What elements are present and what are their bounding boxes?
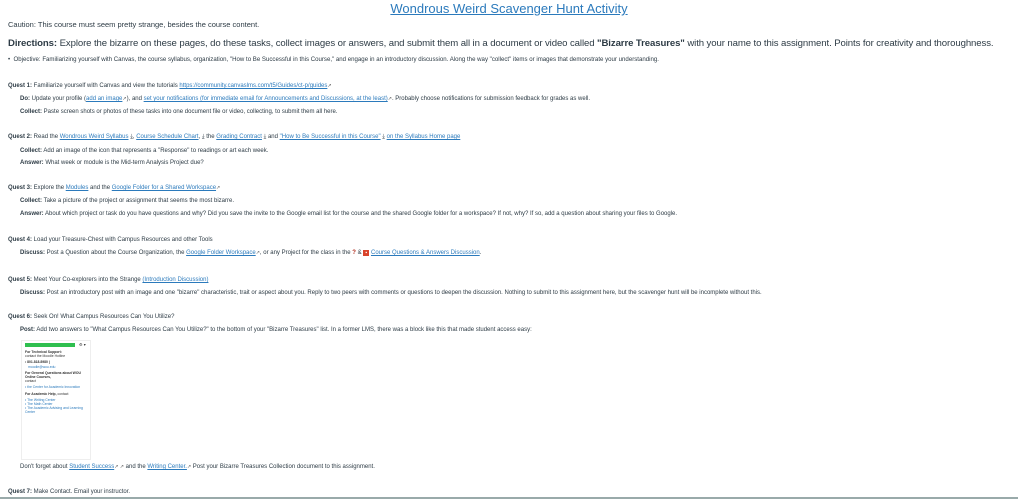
text: and the	[124, 464, 148, 470]
quest-7	[8, 489, 1010, 495]
discussion-icon: ▪	[363, 250, 369, 256]
directions	[8, 38, 1010, 49]
text: .	[479, 250, 482, 256]
bizarre-treasures: "Bizarre Treasures"	[597, 38, 685, 49]
block-text: contact the Moodle Hotline	[25, 354, 66, 359]
student-success-link[interactable]: Student Success	[69, 464, 115, 470]
external-link-icon: ↗	[216, 185, 221, 191]
quest-text: Familiarize yourself with Canvas and view the tutorials	[32, 83, 180, 89]
download-icon[interactable]: ⤓	[382, 134, 385, 140]
introduction-discussion-link[interactable]: (Introduction Discussion)	[142, 277, 209, 283]
collect-label: Collect:	[20, 198, 43, 204]
syllabus-home-link[interactable]: on the Syllabus Home page	[386, 134, 461, 140]
text: ), and	[126, 96, 144, 102]
text: Make Contact. Email your instructor.	[32, 489, 131, 495]
text: Seek On! What Campus Resources Can You Utilize?	[32, 314, 175, 320]
external-link-icon: ↗	[122, 96, 127, 102]
quest-6	[8, 314, 1010, 320]
directions-text: Explore the bizarre on these pages, do these tasks, collect images or answers, and submit them all in a document or video called	[57, 38, 598, 49]
do-label: Do:	[20, 96, 30, 102]
external-link-icon: ↗	[186, 464, 192, 470]
quest-label: Quest 3:	[8, 185, 33, 191]
how-to-succeed-link[interactable]: "How to Be Successful in this Course"	[279, 134, 381, 140]
directions-label: Directions:	[8, 38, 58, 49]
text: Load your Treasure-Chest with Campus Resources and other Tools	[32, 237, 213, 243]
quest-4	[8, 237, 1010, 243]
bottom-divider	[0, 497, 1018, 499]
quest-3-answer	[20, 211, 1010, 217]
block-email: moodle@wou.edu	[28, 364, 56, 369]
text: Paste screen shots or photos of these tasks into one document file or video, collecting, to submit them all here.	[42, 109, 338, 115]
text: Update your profile (	[30, 96, 87, 102]
text: Don't forget about	[20, 464, 70, 470]
quest-6-post	[20, 327, 1010, 333]
quest-label: Quest 1:	[8, 83, 33, 89]
quest-2-answer	[20, 160, 1010, 166]
answer-label: Answer:	[20, 211, 44, 217]
quest-3-collect	[20, 198, 1010, 204]
qa-discussion-link[interactable]: Course Questions & Answers Discussion	[370, 250, 480, 256]
directions-text-2: with your name to this assignment. Points for creativity and thoroughness.	[684, 38, 994, 49]
block-link: The Writing Center	[27, 397, 56, 402]
text: and	[266, 134, 280, 140]
page-title[interactable]: Wondrous Weird Scavenger Hunt Activity	[390, 1, 628, 16]
quest-1	[8, 83, 1010, 89]
block-heading: For Technical Support:	[25, 350, 62, 354]
quest-2: Quest 2: Read the Wondrous Weird Syllabus ⤓, Course Schedule Chart, ⤓ the Grading Contract ⤓ and "How to Be Successful in this Course" ⤓ on the Syllabus Home page	[8, 134, 461, 140]
quest-label: Quest 2:	[8, 134, 33, 140]
quest-3	[8, 185, 1010, 191]
quest-label: Quest 6:	[8, 314, 33, 320]
download-icon[interactable]: ⤓	[130, 134, 133, 140]
external-link-icon: ↗ ↗	[114, 464, 124, 470]
quest-5	[8, 277, 1010, 283]
text: , or any Project for the class in the	[259, 250, 353, 256]
block-controls-icon: ⚙ ▾	[79, 342, 86, 348]
collect-label: Collect:	[20, 109, 43, 115]
tutorials-link[interactable]: https://community.canvaslms.com/t5/Guides/ct-p/guides	[179, 83, 328, 89]
block-text: contact	[56, 391, 69, 396]
collect-label: Collect:	[20, 148, 43, 154]
caution-text: Caution: This course must seem pretty strange, besides the course content.	[8, 20, 260, 29]
text: What week or module is the Mid-term Analysis Project due?	[43, 160, 204, 166]
quest-label: Quest 5:	[8, 277, 33, 283]
block-link: The Academic Advising and Learning Center	[25, 406, 83, 415]
discuss-label: Discuss:	[20, 290, 46, 296]
download-icon[interactable]: ⤓	[201, 134, 205, 140]
answer-label: Answer:	[20, 160, 44, 166]
quest-1-collect	[20, 109, 1010, 115]
block-heading: For Academic Help,	[25, 391, 57, 396]
external-link-icon: ↗	[327, 83, 332, 89]
text: Meet Your Co-explorers into the Strange	[32, 277, 143, 283]
quest-1-do	[20, 96, 1010, 102]
syllabus-link[interactable]: Wondrous Weird Syllabus	[59, 134, 129, 140]
quest-label: Quest 4:	[8, 237, 33, 243]
text: About which project or task do you have questions and why? Did you save the invite to the Google email list for the course and the shared Google folder for a workspace? If not, why? If so, add a question about sharing your files to Google.	[43, 211, 678, 217]
text: &	[355, 250, 364, 256]
post-label: Post:	[20, 327, 35, 333]
notifications-link[interactable]: set your notifications (for immediate email for Announcements and Discussions, at the least)	[143, 96, 388, 102]
grading-contract-link[interactable]: Grading Contract	[216, 134, 262, 140]
quest-4-discuss	[20, 250, 1010, 256]
quest-2-collect	[20, 148, 1010, 154]
block-header-bar	[25, 343, 75, 347]
text: and the	[88, 185, 112, 191]
modules-link[interactable]: Modules	[65, 185, 89, 191]
writing-center-link[interactable]: Writing Center.	[147, 464, 187, 470]
quest-5-discuss	[20, 290, 1010, 296]
google-folder-link[interactable]: Google Folder for a Shared Workspace	[111, 185, 217, 191]
schedule-link[interactable]: Course Schedule Chart	[136, 134, 199, 140]
block-heading: For General Questions about WOU Online Courses,	[25, 370, 81, 380]
add-image-link[interactable]: add an image	[86, 96, 123, 102]
block-phone: 801.818.8980 |	[27, 360, 50, 365]
google-folder-workspace-link[interactable]: Google Folder Workspace	[186, 250, 256, 256]
campus-resources-block-image: ⚙ ▾ For Technical Support: contact the Moodle Hotline • 801.818.8980 | moodle@wou.edu For General Questions about WOU Online Courses, contact • the Center for Academic Innovation For Academic Help, contact • The Writing Center • The Math Center • The Academic Advising and Learning Center	[21, 340, 91, 460]
external-link-icon: ↗	[255, 250, 260, 256]
page-title-wrap	[0, 1, 1018, 16]
block-text: contact	[25, 379, 36, 384]
download-icon[interactable]: ⤓	[263, 134, 267, 140]
external-link-icon: ↗	[387, 96, 392, 102]
objective: • Objective: Familiarizing yourself with Canvas, the course syllabus, organization, "How to Be Successful in this Course," and engage in an introductory discussion. Along the way "collect" items or images that demonstrate your understanding.	[8, 56, 659, 63]
text: . Probably choose notifications for submission feedback for grades as well.	[391, 96, 591, 102]
text: Post a Question about the Course Organization, the	[45, 250, 187, 256]
text: Take a picture of the project or assignment that seems the most bizarre.	[42, 198, 234, 204]
block-link: The Math Center	[27, 402, 53, 407]
text: Post your Bizarre Treasures Collection document to this assignment.	[191, 464, 375, 470]
question-mark-icon: ?	[352, 250, 356, 256]
text: Read the	[32, 134, 60, 140]
text: the	[204, 134, 217, 140]
discuss-label: Discuss:	[20, 250, 46, 256]
objective-text: Objective: Familiarizing yourself with Canvas, the course syllabus, organization, "How to Be Successful in this Course," and engage in an introductory discussion. Along the way "collect" items or images that demonstrate your understanding.	[13, 56, 659, 63]
quest-6-footer	[20, 464, 1010, 470]
text: Post an introductory post with an image and one "bizarre" characteristic, trait or aspect about you. Reply to two peers with comments or questions to deepen the discussion. Nothing to submit to this assignment here, but the scavenger hunt will be incomplete without this.	[45, 290, 762, 296]
text: Add two answers to "What Campus Resources Can You Utilize?" to the bottom of your "Bizarre Treasures" list. In a former LMS, there was a block like this that made student access easy:	[35, 327, 532, 333]
quest-label: Quest 7:	[8, 489, 33, 495]
text: Add an image of the icon that represents a "Response" to readings or art each week.	[42, 148, 269, 154]
block-link: the Center for Academic Innovation	[27, 385, 81, 390]
text: Explore the	[32, 185, 66, 191]
